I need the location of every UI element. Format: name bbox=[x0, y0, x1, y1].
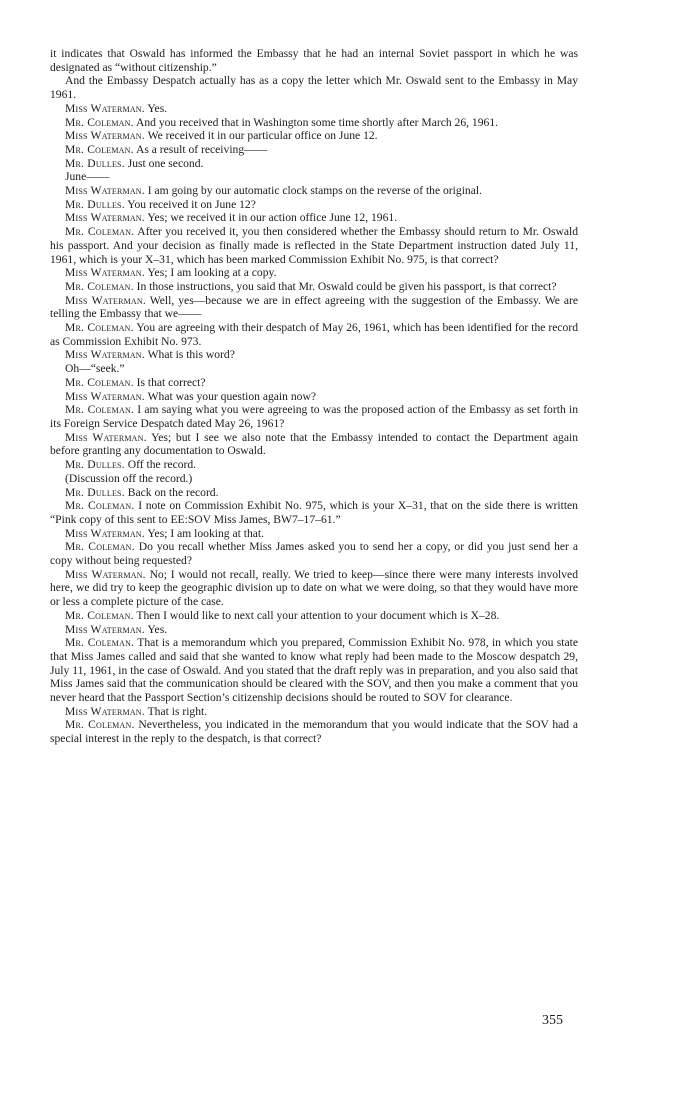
speaker-name: Mr. Coleman. bbox=[65, 321, 134, 335]
paragraph-text: Yes; but I see we also note that the Embassy intended to contact the Department again before granting any documentation to Oswald. bbox=[50, 430, 579, 458]
speaker-name: Mr. Coleman. bbox=[65, 608, 134, 622]
speaker-name: Miss Waterman. bbox=[65, 704, 145, 718]
speaker-name: Miss Waterman. bbox=[65, 101, 145, 115]
paragraph-text: After you received it, you then considered whether the Embassy should return to Mr. Oswald his passport. And your decision as finally made is reflected in the State Department instruction dated July 11, 1961, which is your X–31, which has been marked Commission Exhibit No. 975, is that correct? bbox=[50, 225, 578, 266]
paragraph-text: I note on Commission Exhibit No. 975, which is your X–31, that on the side there is written “Pink copy of this sent to EE:SOV Miss James, BW7–17–61.” bbox=[50, 499, 578, 526]
speaker-name: Miss Waterman. bbox=[65, 211, 145, 225]
paragraph-text: I am saying what you were agreeing to was the proposed action of the Embassy as set forth in its Foreign Service Despatch dated May 26, 1961? bbox=[50, 403, 578, 430]
testimony-paragraph bbox=[50, 376, 578, 390]
paragraph-text: Is that correct? bbox=[136, 375, 206, 389]
speaker-name: Miss Waterman. bbox=[65, 184, 145, 198]
testimony-paragraph bbox=[50, 568, 578, 609]
testimony-paragraph bbox=[50, 129, 578, 143]
speaker-name: Mr. Coleman. bbox=[65, 115, 134, 129]
testimony-paragraph bbox=[50, 362, 578, 376]
speaker-name: Miss Waterman. bbox=[65, 526, 145, 540]
speaker-name: Mr. Coleman. bbox=[65, 375, 134, 389]
testimony-paragraph bbox=[50, 211, 578, 225]
testimony-paragraph bbox=[50, 47, 578, 74]
speaker-name: Miss Waterman. bbox=[65, 430, 147, 444]
testimony-paragraph bbox=[50, 623, 578, 637]
paragraph-text: Nevertheless, you indicated in the memorandum that you would indicate that the SOV had a special interest in the reply to the despatch, is that correct? bbox=[50, 718, 579, 746]
testimony-paragraph bbox=[50, 458, 578, 472]
speaker-name: Mr. Coleman. bbox=[65, 718, 135, 732]
speaker-name: Mr. Coleman. bbox=[65, 403, 135, 417]
paragraph-text: Yes. bbox=[147, 622, 168, 636]
testimony-paragraph bbox=[50, 527, 578, 541]
testimony-paragraph bbox=[50, 390, 578, 404]
testimony-paragraph bbox=[50, 225, 578, 266]
speaker-name: Mr. Dulles. bbox=[65, 197, 125, 211]
paragraph-text: Back on the record. bbox=[127, 485, 219, 499]
speaker-name: Miss Waterman. bbox=[65, 348, 145, 362]
testimony-paragraph bbox=[50, 403, 578, 430]
testimony-paragraph bbox=[50, 472, 578, 486]
testimony-paragraph bbox=[50, 486, 578, 500]
testimony-paragraph bbox=[50, 499, 578, 526]
speaker-name: Mr. Coleman. bbox=[65, 279, 134, 293]
paragraph-text: Oh—“seek.” bbox=[65, 362, 125, 376]
speaker-name: Miss Waterman. bbox=[65, 389, 145, 403]
speaker-name: Mr. Dulles. bbox=[65, 156, 125, 170]
paragraph-text: And the Embassy Despatch actually has as a copy the letter which Mr. Oswald sent to the Embassy in May 1961. bbox=[50, 74, 578, 102]
testimony-paragraph bbox=[50, 431, 578, 458]
paragraph-text: Then I would like to next call your attention to your document which is X–28. bbox=[136, 608, 500, 622]
speaker-name: Mr. Coleman. bbox=[65, 499, 135, 513]
paragraph-text: Off the record. bbox=[127, 458, 197, 472]
testimony-paragraph bbox=[50, 116, 578, 130]
speaker-name: Miss Waterman. bbox=[65, 293, 146, 307]
speaker-name: Mr. Coleman. bbox=[65, 636, 135, 650]
testimony-paragraph bbox=[50, 198, 578, 212]
speaker-name: Miss Waterman. bbox=[65, 266, 145, 280]
testimony-text bbox=[50, 47, 578, 746]
paragraph-text: What is this word? bbox=[147, 348, 235, 362]
testimony-paragraph bbox=[50, 143, 578, 157]
testimony-paragraph bbox=[50, 74, 578, 101]
paragraph-text: Just one second. bbox=[127, 156, 204, 170]
speaker-name: Mr. Dulles. bbox=[65, 458, 125, 472]
testimony-paragraph bbox=[50, 636, 578, 705]
testimony-paragraph bbox=[50, 280, 578, 294]
paragraph-text: Yes. bbox=[147, 101, 168, 115]
testimony-paragraph bbox=[50, 540, 578, 567]
testimony-paragraph bbox=[50, 102, 578, 116]
testimony-paragraph bbox=[50, 321, 578, 348]
paragraph-text: it indicates that Oswald has informed the Embassy that he had an internal Soviet passport in which he was designated as “without citizenship.” bbox=[50, 47, 578, 74]
paragraph-text: Yes; we received it in our action office June 12, 1961. bbox=[147, 211, 398, 225]
paragraph-text: As a result of receiving—— bbox=[135, 142, 268, 156]
paragraph-text: You received it on June 12? bbox=[127, 197, 256, 211]
testimony-paragraph bbox=[50, 718, 578, 745]
speaker-name: Mr. Coleman. bbox=[65, 142, 134, 156]
paragraph-text: We received it in our particular office on June 12. bbox=[147, 129, 378, 143]
paragraph-text: Well, yes—because we are in effect agreeing with the suggestion of the Embassy. We are telling the Embassy that we—— bbox=[50, 293, 578, 321]
paragraph-text: Yes; I am looking at a copy. bbox=[147, 266, 277, 280]
speaker-name: Mr. Coleman. bbox=[65, 540, 135, 554]
speaker-name: Miss Waterman. bbox=[65, 622, 145, 636]
paragraph-text: June—— bbox=[65, 170, 110, 184]
paragraph-text: That is a memorandum which you prepared, Commission Exhibit No. 978, in which you state that Miss James called and said that she wanted to know what reply had been made to the Moscow despatch 29, July 11, 1961, in the case of Oswald. And you stated that the draft reply was in preparation, and you also said that Miss James said that the communication should be cleared with the SOV, and then you make a comment that you never heard that the Passport Section’s citizenship decisions should be routed to SOV for clearance. bbox=[50, 636, 578, 705]
testimony-paragraph bbox=[50, 294, 578, 321]
testimony-paragraph bbox=[50, 348, 578, 362]
testimony-paragraph bbox=[50, 609, 578, 623]
paragraph-text: And you received that in Washington some time shortly after March 26, 1961. bbox=[135, 115, 499, 129]
page-number: 355 bbox=[542, 1013, 563, 1028]
paragraph-text: I am going by our automatic clock stamps on the reverse of the original. bbox=[147, 184, 482, 198]
paragraph-text: In those instructions, you said that Mr. Oswald could be given his passport, is that correct? bbox=[136, 279, 557, 293]
testimony-paragraph bbox=[50, 266, 578, 280]
paragraph-text: (Discussion off the record.) bbox=[65, 471, 193, 485]
paragraph-text: That is right. bbox=[147, 704, 208, 718]
speaker-name: Miss Waterman. bbox=[65, 129, 145, 143]
testimony-paragraph bbox=[50, 157, 578, 171]
testimony-paragraph bbox=[50, 705, 578, 719]
paragraph-text: You are agreeing with their despatch of May 26, 1961, which has been identified for the record as Commission Exhibit No. 973. bbox=[50, 321, 578, 348]
speaker-name: Mr. Dulles. bbox=[65, 485, 125, 499]
paragraph-text: No; I would not recall, really. We tried to keep—since there were many interests involved here, we did try to keep the geographic division up to date on what we were doing, so that they would have more or less a complete picture of the case. bbox=[50, 567, 578, 609]
speaker-name: Mr. Coleman. bbox=[65, 225, 135, 239]
testimony-paragraph bbox=[50, 170, 578, 184]
testimony-paragraph bbox=[50, 184, 578, 198]
paragraph-text: What was your question again now? bbox=[147, 389, 316, 403]
paragraph-text: Do you recall whether Miss James asked you to send her a copy, or did you just send her a copy without being requested? bbox=[50, 540, 578, 568]
paragraph-text: Yes; I am looking at that. bbox=[147, 526, 265, 540]
speaker-name: Miss Waterman. bbox=[65, 567, 146, 581]
